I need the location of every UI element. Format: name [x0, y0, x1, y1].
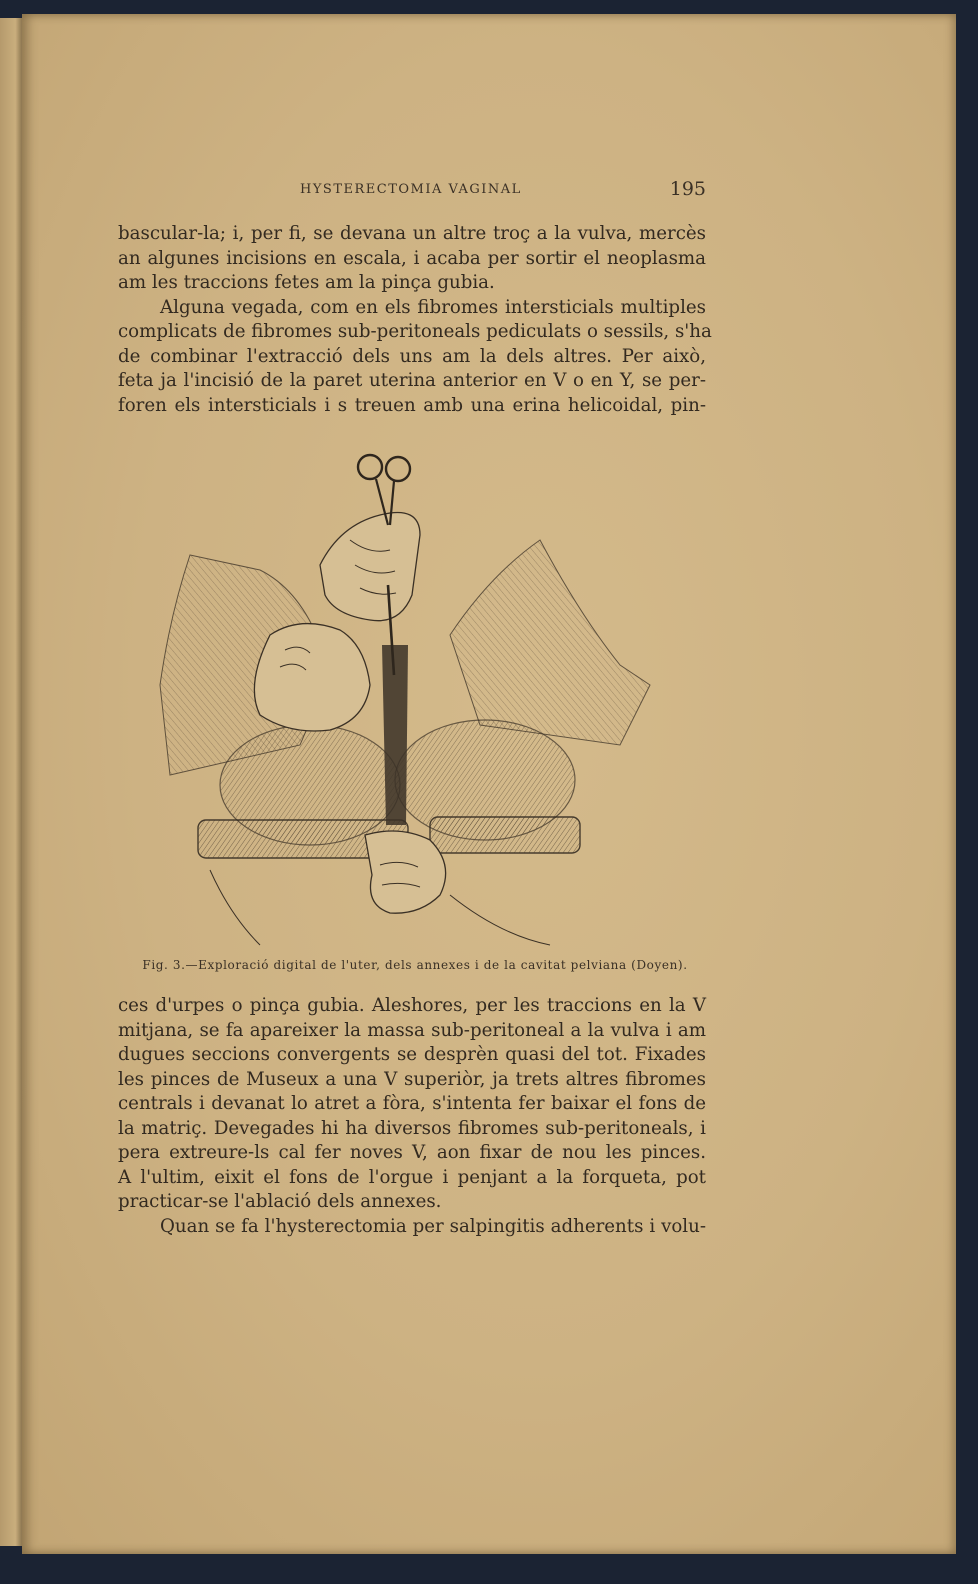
text-line: la matriç. Devegades hi ha diversos fibromes sub-peritoneals, i [118, 1117, 706, 1139]
text-line: ces d'urpes o pinça gubia. Aleshores, per les traccions en la V [118, 995, 706, 1016]
text-line: an algunes incisions en escala, i acaba per sortir el neoplasma [118, 247, 706, 269]
text-line: practicar-se l'ablació dels annexes. [118, 1191, 442, 1212]
page-number: 195 [669, 178, 706, 200]
text-line: feta ja l'incisió de la paret uterina anterior en V o en Y, se per- [118, 370, 706, 391]
text-line: mitjana, se fa apareixer la massa sub-peritoneal a la vulva i am [118, 1019, 706, 1041]
text-line: les pinces de Museux a una V superiòr, ja trets altres fibromes [118, 1068, 706, 1090]
running-head [120, 178, 710, 202]
text-line: foren els intersticials i s treuen amb una erina helicoidal, pin- [118, 394, 706, 416]
text-line: complicats de fibromes sub-peritoneals pediculats o sessils, s'ha [118, 321, 712, 342]
paragraph [118, 222, 706, 296]
paragraph [118, 994, 706, 1215]
running-title: HYSTERECTOMIA VAGINAL [300, 182, 522, 197]
text-block-top [118, 222, 712, 418]
text-line: am les traccions fetes am la pinça gubia. [118, 272, 495, 293]
text-line: centrals i devanat lo atret a fòra, s'intenta fer baixar el fons de [118, 1093, 706, 1114]
text-line: A l'ultim, eixit el fons de l'orgue i penjant a la forqueta, pot [118, 1166, 706, 1188]
text-block-bottom [118, 994, 706, 1239]
figure-caption: Fig. 3.—Exploració digital de l'uter, dels annexes i de la cavitat pelviana (Doyen). [142, 958, 688, 972]
previous-page-edge [0, 18, 22, 1546]
text-line: de combinar l'extracció dels uns am la dels altres. Per això, [118, 345, 706, 367]
text-line: bascular-la; i, per fi, se devana un altre troç a la vulva, mercès [118, 223, 706, 244]
text-line: Quan se fa l'hysterectomia per salpingitis adherents i volu- [160, 1215, 706, 1237]
text-line: Alguna vegada, com en els fibromes intersticials multiples [160, 296, 706, 318]
paragraph [118, 1215, 706, 1240]
paragraph [118, 296, 712, 419]
text-line: pera extreure-ls cal fer noves V, aon fixar de nou les pinces. [118, 1142, 706, 1163]
engraving-illustration [150, 445, 670, 955]
text-line: dugues seccions convergents se desprèn quasi del tot. Fixades [118, 1044, 706, 1065]
surgical-engraving [150, 445, 670, 955]
